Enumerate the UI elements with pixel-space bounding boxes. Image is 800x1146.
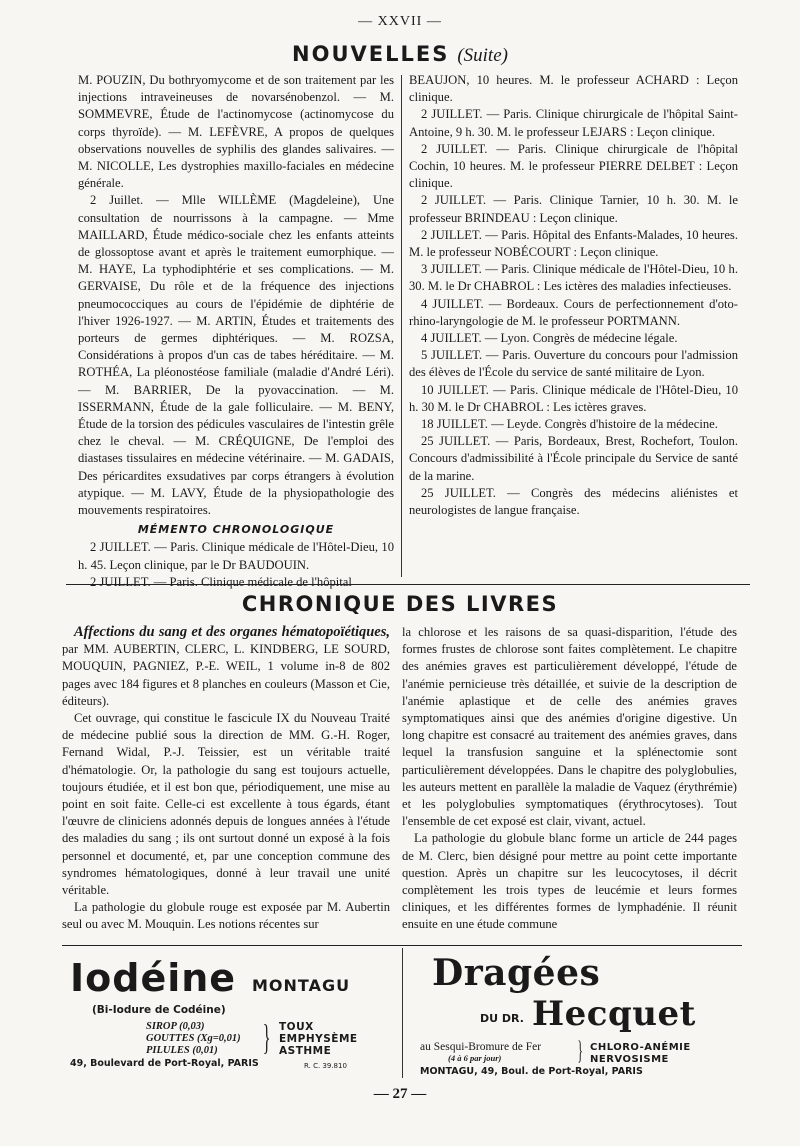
chronique-left-column	[62, 624, 390, 934]
iodeine-brand: Iodéine	[70, 956, 237, 1000]
paragraph: La pathologie du globule blanc forme un article de 244 pages de M. Clerc, bien désigné pour mettre au point cette importante question. Après un chapitre sur les leucocytoses, il décrit complètement les trois types de leucémie et leurs formes cliniques, et les différentes formes de lymphadénie. Il réunit ensuite en une étude commune	[402, 831, 737, 932]
agenda-entry: 18 JUILLET. — Leyde. Congrès d'histoire de la médecine.	[421, 417, 718, 432]
agenda-entry: 10 JUILLET. — Paris. Clinique médicale de l'Hôtel-Dieu, 10 h. 30 M. le Dr CHABROL : Les ictères graves.	[409, 382, 738, 414]
agenda-entry: 2 JUILLET. — Paris. Clinique chirurgicale de l'hôpital Saint-Antoine, 9 h. 30. M. le professeur LEJARS : Leçon clinique.	[409, 107, 738, 139]
agenda-entry: BEAUJON, 10 heures. M. le professeur ACHARD : Leçon clinique.	[409, 73, 738, 105]
section-suite: (Suite)	[457, 45, 508, 66]
hecquet-use: NERVOSISME	[590, 1054, 669, 1065]
iodeine-form: GOUTTES (Xg=0,01)	[146, 1033, 241, 1044]
book-reference	[62, 624, 390, 710]
ads-divider	[402, 948, 403, 1078]
paragraph: La pathologie du globule rouge est exposée par M. Aubertin seul ou avec M. Mouquin. Les notions récentes sur	[62, 900, 390, 932]
iodeine-use: TOUX	[279, 1021, 314, 1033]
iodeine-form: SIROP (0,03)	[146, 1021, 205, 1032]
iodeine-subtitle: (Bi-Iodure de Codéine)	[92, 1004, 226, 1016]
roman-page-number: — XXVII —	[358, 14, 442, 29]
du-dr-label: DU DR.	[480, 1012, 524, 1025]
chronique-title: CHRONIQUE DES LIVRES	[241, 592, 559, 616]
hecquet-use: CHLORO-ANÉMIE	[590, 1042, 691, 1053]
agenda-entry: 3 JUILLET. — Paris. Clinique médicale de l'Hôtel-Dieu, 10 h. 30. M. le Dr CHABROL : Les ictères des maladies infectieuses.	[409, 262, 738, 294]
section-rule	[66, 584, 750, 585]
agenda-entry: 2 JUILLET. — Paris. Clinique médicale de l'hôpital	[90, 574, 352, 589]
paragraph: M. POUZIN, Du bothryomycome et de son traitement par les injections intraveineuses de novarsénobenzol. — M. SOMMEVRE, Étude de l'actinomycose (actinomycose du corps thyroïde). — M. LEFÈVRE, A propos de quelques observations nouvelles de syphilis des glandes salivaires. — M. NICOLLE, Les dystrophies maxillo-faciales en médecine générale.	[78, 73, 394, 191]
agenda-entry: 4 JUILLET. — Bordeaux. Cours de perfectionnement d'oto-rhino-laryngologie de M. le professeur PORTMANN.	[409, 296, 738, 328]
paragraph: Cet ouvrage, qui constitue le fascicule IX du Nouveau Traité de médecine publié sous la direction de MM. G.-H. Roger, Fernand Widal, P.-J. Teissier, est un véritable traité d'hématologie. Or, la pathologie du sang est toujours actuelle, toujours étudiée, et il est bon que, périodiquement, une mise au point en soit faite. Celle-ci est excellente à tous égards, étant l'œuvre de cliniciens adonnés depuis de longues années à l'étude des maladies du sang ; ils ont surtout donné un exposé à la fois personnel et documenté, et, par une conception commune des syndromes hématologiques, donné à leur travail une unité véritable.	[62, 711, 390, 898]
brace-glyph: }	[577, 1036, 584, 1065]
hecquet-dose: (4 à 6 par jour)	[448, 1053, 502, 1063]
memento-title: MÉMENTO CHRONOLOGIQUE	[137, 523, 335, 537]
hecquet-brand: Hecquet	[532, 994, 696, 1034]
iodeine-address: 49, Boulevard de Port-Royal, PARIS	[70, 1058, 259, 1069]
paragraph: la chlorose et les raisons de sa quasi-disparition, l'étude des formes frustes de chlorose sont faites complètement. Le chapitre des anémies graves est particulièrement développé, l'étude de l'anémie pernicieuse très détaillée, et suivie de la description de l'anémie aplastique et de celle des anémies graves symptomatiques ainsi que des anémies d'origine digestive. Un long chapitre est consacré au traitement des anémies graves, dans lequel la transfusion sanguine et la splénectomie sont particulièrement développées. Dans le chapitre des polyglobulies, les auteurs mettent en parallèle la maladie de Vaquez (érythrémie) et les polyglobulies symptomatiques (érythrocytoses). Tout l'ensemble de cet exposé est clair, vivant, actuel.	[402, 625, 737, 829]
agenda-entry: 4 JUILLET. — Lyon. Congrès de médecine légale.	[421, 331, 678, 346]
agenda-entry: 2 JUILLET. — Paris. Clinique Tarnier, 10 h. 30. M. le professeur BRINDEAU : Leçon clinique.	[409, 193, 738, 225]
iodeine-forms	[146, 1021, 241, 1057]
agenda-entry: 25 JUILLET. — Paris, Bordeaux, Brest, Rochefort, Toulon. Concours d'admissibilité à l'École principale du Service de santé de la marine.	[409, 434, 738, 483]
book-title: Affections du sang et des organes hématopoïétiques,	[74, 624, 390, 640]
nouvelles-right-column	[409, 72, 738, 519]
iodeine-rc: R. C. 39.810	[304, 1062, 347, 1070]
iodeine-use: ASTHME	[279, 1045, 332, 1057]
iodeine-maker: MONTAGU	[252, 976, 351, 995]
agenda-entry: 5 JUILLET. — Paris. Ouverture du concours pour l'admission des élèves de l'École du service de santé militaire de Lyon.	[409, 348, 738, 380]
page-number: — 27 —	[373, 1086, 427, 1102]
nouvelles-left-column	[78, 72, 394, 591]
iodeine-use: EMPHYSÈME	[279, 1033, 358, 1045]
agenda-entry: 2 JUILLET. — Paris. Hôpital des Enfants-Malades, 10 heures. M. le professeur NOBÉCOURT : Leçon clinique.	[409, 227, 738, 260]
iodeine-form: PILULES (0,01)	[146, 1045, 218, 1056]
chronique-right-column	[402, 624, 737, 934]
book-details: par MM. AUBERTIN, CLERC, L. KINDBERG, LE SOURD, MOUQUIN, PAGNIEZ, P.-E. WEIL, 1 volume in-8 de 802 pages avec 184 figures et 8 planches en couleurs (Masson et Cie, éditeurs).	[62, 642, 390, 708]
agenda-entry: 2 JUILLET. — Paris. Clinique chirurgicale de l'hôpital Cochin, 10 heures. M. le professeur PIERRE DELBET : Leçon clinique.	[409, 141, 738, 191]
paragraph: 2 Juillet. — Mlle WILLÈME (Magdeleine), Une consultation de nourrissons à la campagne. — Mme MAILLARD, Étude médico-sociale chez les enfants atteints de glossoptose avant et après le traitement eumorphique. — M. HAYE, La typhodiphtérie et ses complications. — M. GERVAISE, Du rôle et de la fréquence des injections pneumococciques au cours de l'épidémie de diphtérie de l'hiver 1926-1927. — M. ARTIN, Études et traitements des porteurs de germes diphtériques. — M. ROZSA, Considérations à propos d'un cas de tabes héréditaire. — M. ROTHÉA, La pléonostéose familiale (maladie d'André Léri). — M. BARRIER, De la pyovaccination. — M. ISSERMANN, Étude de la gale folliculaire. — M. BENY, Étude de la torsion des pédicules vasculaires de l'intestin grêle chez le cheval. — M. CRÉQUIGNE, De l'emploi des diastases tissulaires en médecine vétérinaire. — M. GADAIS, Des péricardites exsudatives par corps étrangers à évolution atypique. — M. LAVY, Étude de la physiopathologie des mouvements respiratoires.	[78, 193, 394, 518]
section-heading	[0, 42, 800, 67]
hecquet-uses	[590, 1042, 691, 1066]
section-title: NOUVELLES	[292, 42, 450, 66]
ads-rule	[62, 945, 742, 946]
column-divider	[401, 75, 402, 577]
agenda-entry: 25 JUILLET. — Congrès des médecins aliénistes et neurologistes de langue française.	[409, 485, 738, 518]
iodeine-uses	[279, 1021, 358, 1057]
brace-glyph: }	[262, 1017, 271, 1057]
agenda-entry: 2 JUILLET. — Paris. Clinique médicale de l'Hôtel-Dieu, 10 h. 45. Leçon clinique, par le Dr BAUDOUIN.	[78, 540, 394, 572]
dragees-brand: Dragées	[432, 952, 601, 994]
hecquet-address: MONTAGU, 49, Boul. de Port-Royal, PARIS	[420, 1066, 643, 1077]
hecquet-composition: au Sesqui-Bromure de Fer	[420, 1041, 542, 1053]
